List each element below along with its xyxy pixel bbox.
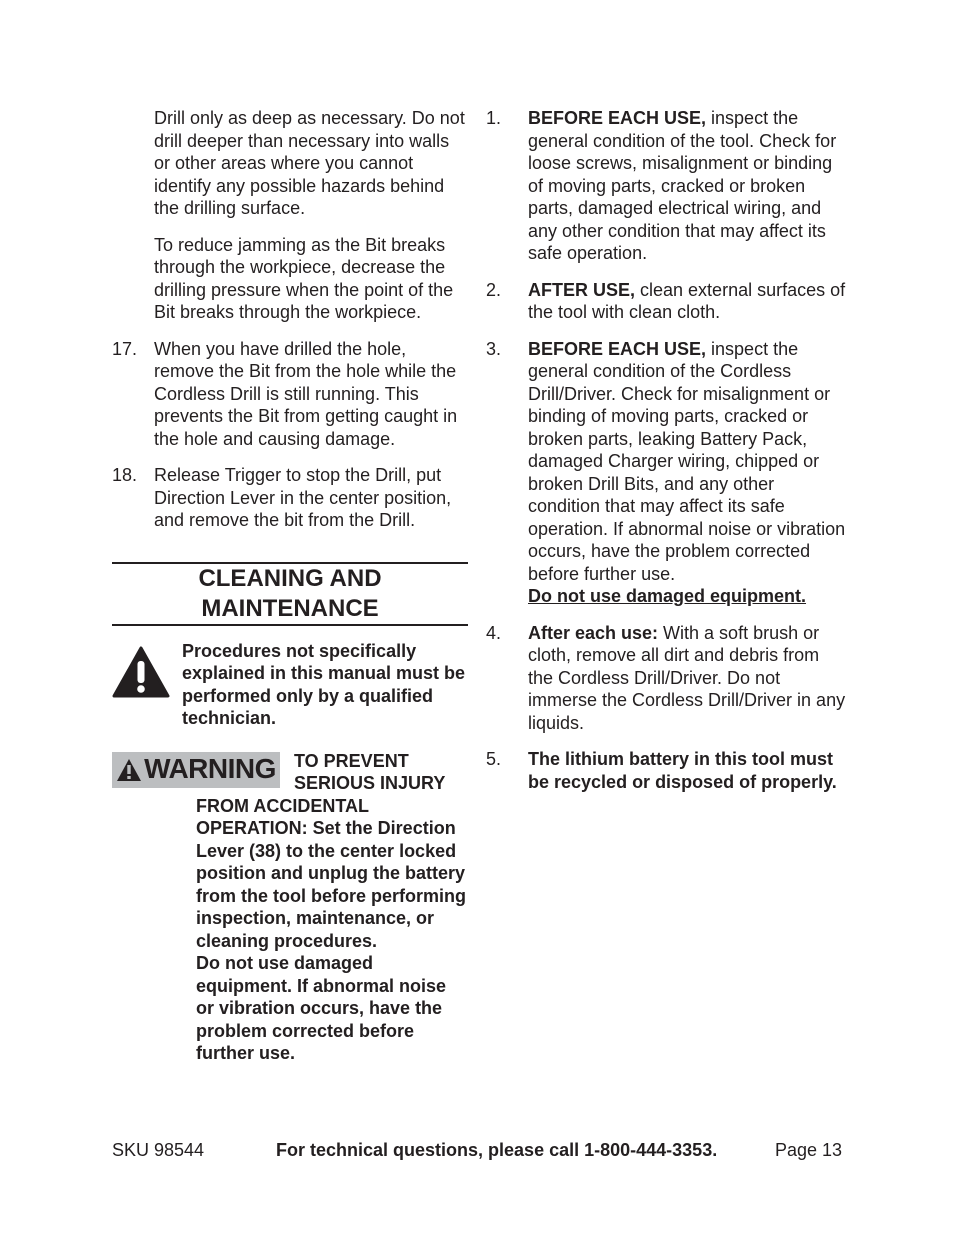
warning-label: WARNING	[144, 753, 276, 785]
list-text: Release Trigger to stop the Drill, put Direction Lever in the center position, and remove the bit from the Drill.	[154, 465, 452, 530]
footer-tech-support: For technical questions, please call 1-800-444-3353.	[276, 1140, 718, 1160]
list-number: 3.	[486, 338, 502, 359]
list-number: 18.	[112, 465, 138, 485]
list-text	[528, 338, 846, 608]
list-item-17	[112, 338, 468, 451]
list-number: 2.	[486, 279, 502, 300]
paragraph-reduce-jamming: To reduce jamming as the Bit breaks through the workpiece, decrease the drilling pressure when the point of the Bit breaks through the workpiece.	[154, 234, 454, 322]
warning-text: FROM ACCIDENTAL OPERATION: Set the Direction Lever (38) to the center locked position and unplug the battery from the tool before performing inspection, maintenance, or cleaning procedures.	[196, 795, 466, 951]
caution-notice	[112, 640, 468, 730]
page-footer	[112, 1139, 842, 1163]
section-title-line1: CLEANING AND	[198, 564, 382, 592]
warning-notice	[112, 750, 468, 1065]
list-bold-lead: AFTER USE,	[528, 279, 636, 300]
list-body-text: With a soft brush or cloth, remove all dirt and debris from the Cordless Drill/Driver. Do not immerse the Cordless Drill/Driver in any liquids.	[528, 622, 846, 733]
list-bold-lead: After each use:	[528, 622, 659, 643]
list-item-2	[486, 279, 846, 324]
paragraph-drill-depth: Drill only as deep as necessary. Do not drill deeper than necessary into walls or other areas where you cannot identify any possible hazards behind the drilling surface.	[154, 108, 465, 218]
list-underline-text: Do not use damaged equipment.	[528, 586, 807, 606]
warning-badge	[112, 752, 280, 788]
list-number: 17.	[112, 338, 138, 359]
list-item-18	[112, 464, 468, 532]
list-body-text: inspect the general condition of the Cordless Drill/Driver. Check for misalignment or binding of moving parts, cracked or broken parts, leaking Battery Pack, damaged Charger wiring, chipped or broken Drill Bits, and any other condition that may affect its safe operation. If abnormal noise or vibration occurs, have the problem corrected before further use.	[528, 338, 846, 584]
footer-sku: SKU 98544	[112, 1140, 205, 1160]
list-text	[528, 622, 846, 735]
list-text	[528, 107, 846, 265]
list-body-text: clean external surfaces of the tool with clean cloth.	[528, 279, 846, 322]
warning-lead: TO PREVENT SERIOUS INJURY	[294, 750, 446, 793]
right-column	[486, 107, 846, 807]
list-body-text: inspect the general condition of the tool. Check for loose screws, misalignment or binding of moving parts, cracked or broken parts, damaged electrical wiring, and any other condition that may affect its safe operation.	[528, 108, 837, 263]
list-number: 1.	[486, 108, 502, 128]
footer-page-number: Page 13	[774, 1140, 842, 1160]
list-item-5	[486, 748, 846, 793]
left-column	[112, 107, 468, 1065]
list-text	[528, 279, 846, 324]
warning-text-2: Do not use damaged equipment. If abnormal noise or vibration occurs, have the problem corrected before further use.	[196, 953, 447, 1063]
warning-triangle-icon	[116, 758, 142, 782]
list-number: 4.	[486, 622, 502, 643]
list-item-3	[486, 338, 846, 608]
list-number: 5.	[486, 749, 502, 769]
section-title	[112, 562, 468, 626]
list-bold-lead: The lithium battery in this tool must be recycled or disposed of properly.	[528, 749, 837, 792]
list-item-1	[486, 107, 846, 265]
list-text: When you have drilled the hole, remove the Bit from the hole while the Cordless Drill is still running. This prevents the Bit from getting caught in the hole and causing damage.	[154, 338, 458, 449]
caution-triangle-icon	[112, 640, 182, 730]
section-title-line2: MAINTENANCE	[201, 594, 379, 622]
list-item-4	[486, 622, 846, 735]
list-bold-lead: BEFORE EACH USE,	[528, 108, 707, 128]
caution-text: Procedures not specifically explained in this manual must be performed only by a qualified technician.	[182, 640, 466, 728]
list-bold-lead: BEFORE EACH USE,	[528, 338, 707, 359]
list-text	[528, 748, 846, 793]
